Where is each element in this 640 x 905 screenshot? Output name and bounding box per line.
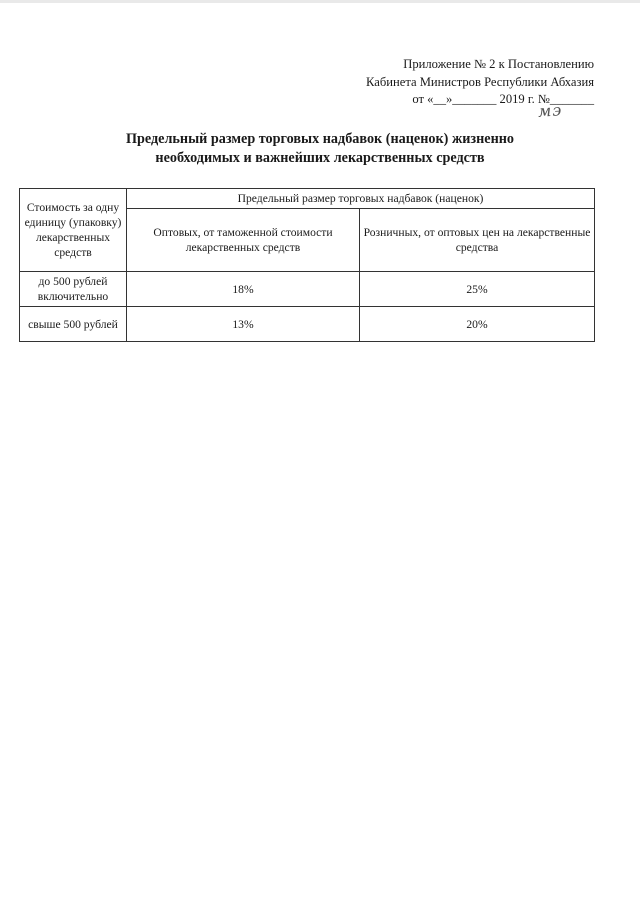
appendix-line-3: от «__»_______ 2019 г. №_______ (412, 92, 594, 106)
wholesale-column-header: Оптовых, от таможенной стоимости лекарственных средств (127, 209, 360, 272)
wholesale-cell: 13% (127, 307, 360, 342)
retail-cell: 20% (360, 307, 595, 342)
title-line-2: необходимых и важнейших лекарственных средств (155, 150, 485, 166)
price-cell: до 500 рублей включительно (20, 272, 127, 307)
price-cell: свыше 500 рублей (20, 307, 127, 342)
markup-group-header: Предельный размер торговых надбавок (наценок) (127, 189, 595, 209)
appendix-line-2: Кабинета Министров Республики Абхазия (366, 74, 594, 89)
title-line-1: Предельный размер торговых надбавок (наценок) жизненно (125, 131, 515, 147)
wholesale-cell: 18% (127, 272, 360, 307)
retail-column-header: Розничных, от оптовых цен на лекарственные средства (360, 209, 595, 272)
handwritten-mark: мэ (537, 100, 563, 121)
markup-table (19, 188, 595, 342)
appendix-line-1: Приложение № 2 к Постановлению (403, 57, 594, 71)
price-column-header: Стоимость за одну единицу (упаковку) лекарственных средств (20, 189, 127, 272)
table-header-row (20, 189, 595, 209)
retail-cell: 25% (360, 272, 595, 307)
document-title (60, 130, 580, 168)
scan-edge (0, 0, 640, 3)
table-row (20, 307, 595, 342)
table-row (20, 272, 595, 307)
